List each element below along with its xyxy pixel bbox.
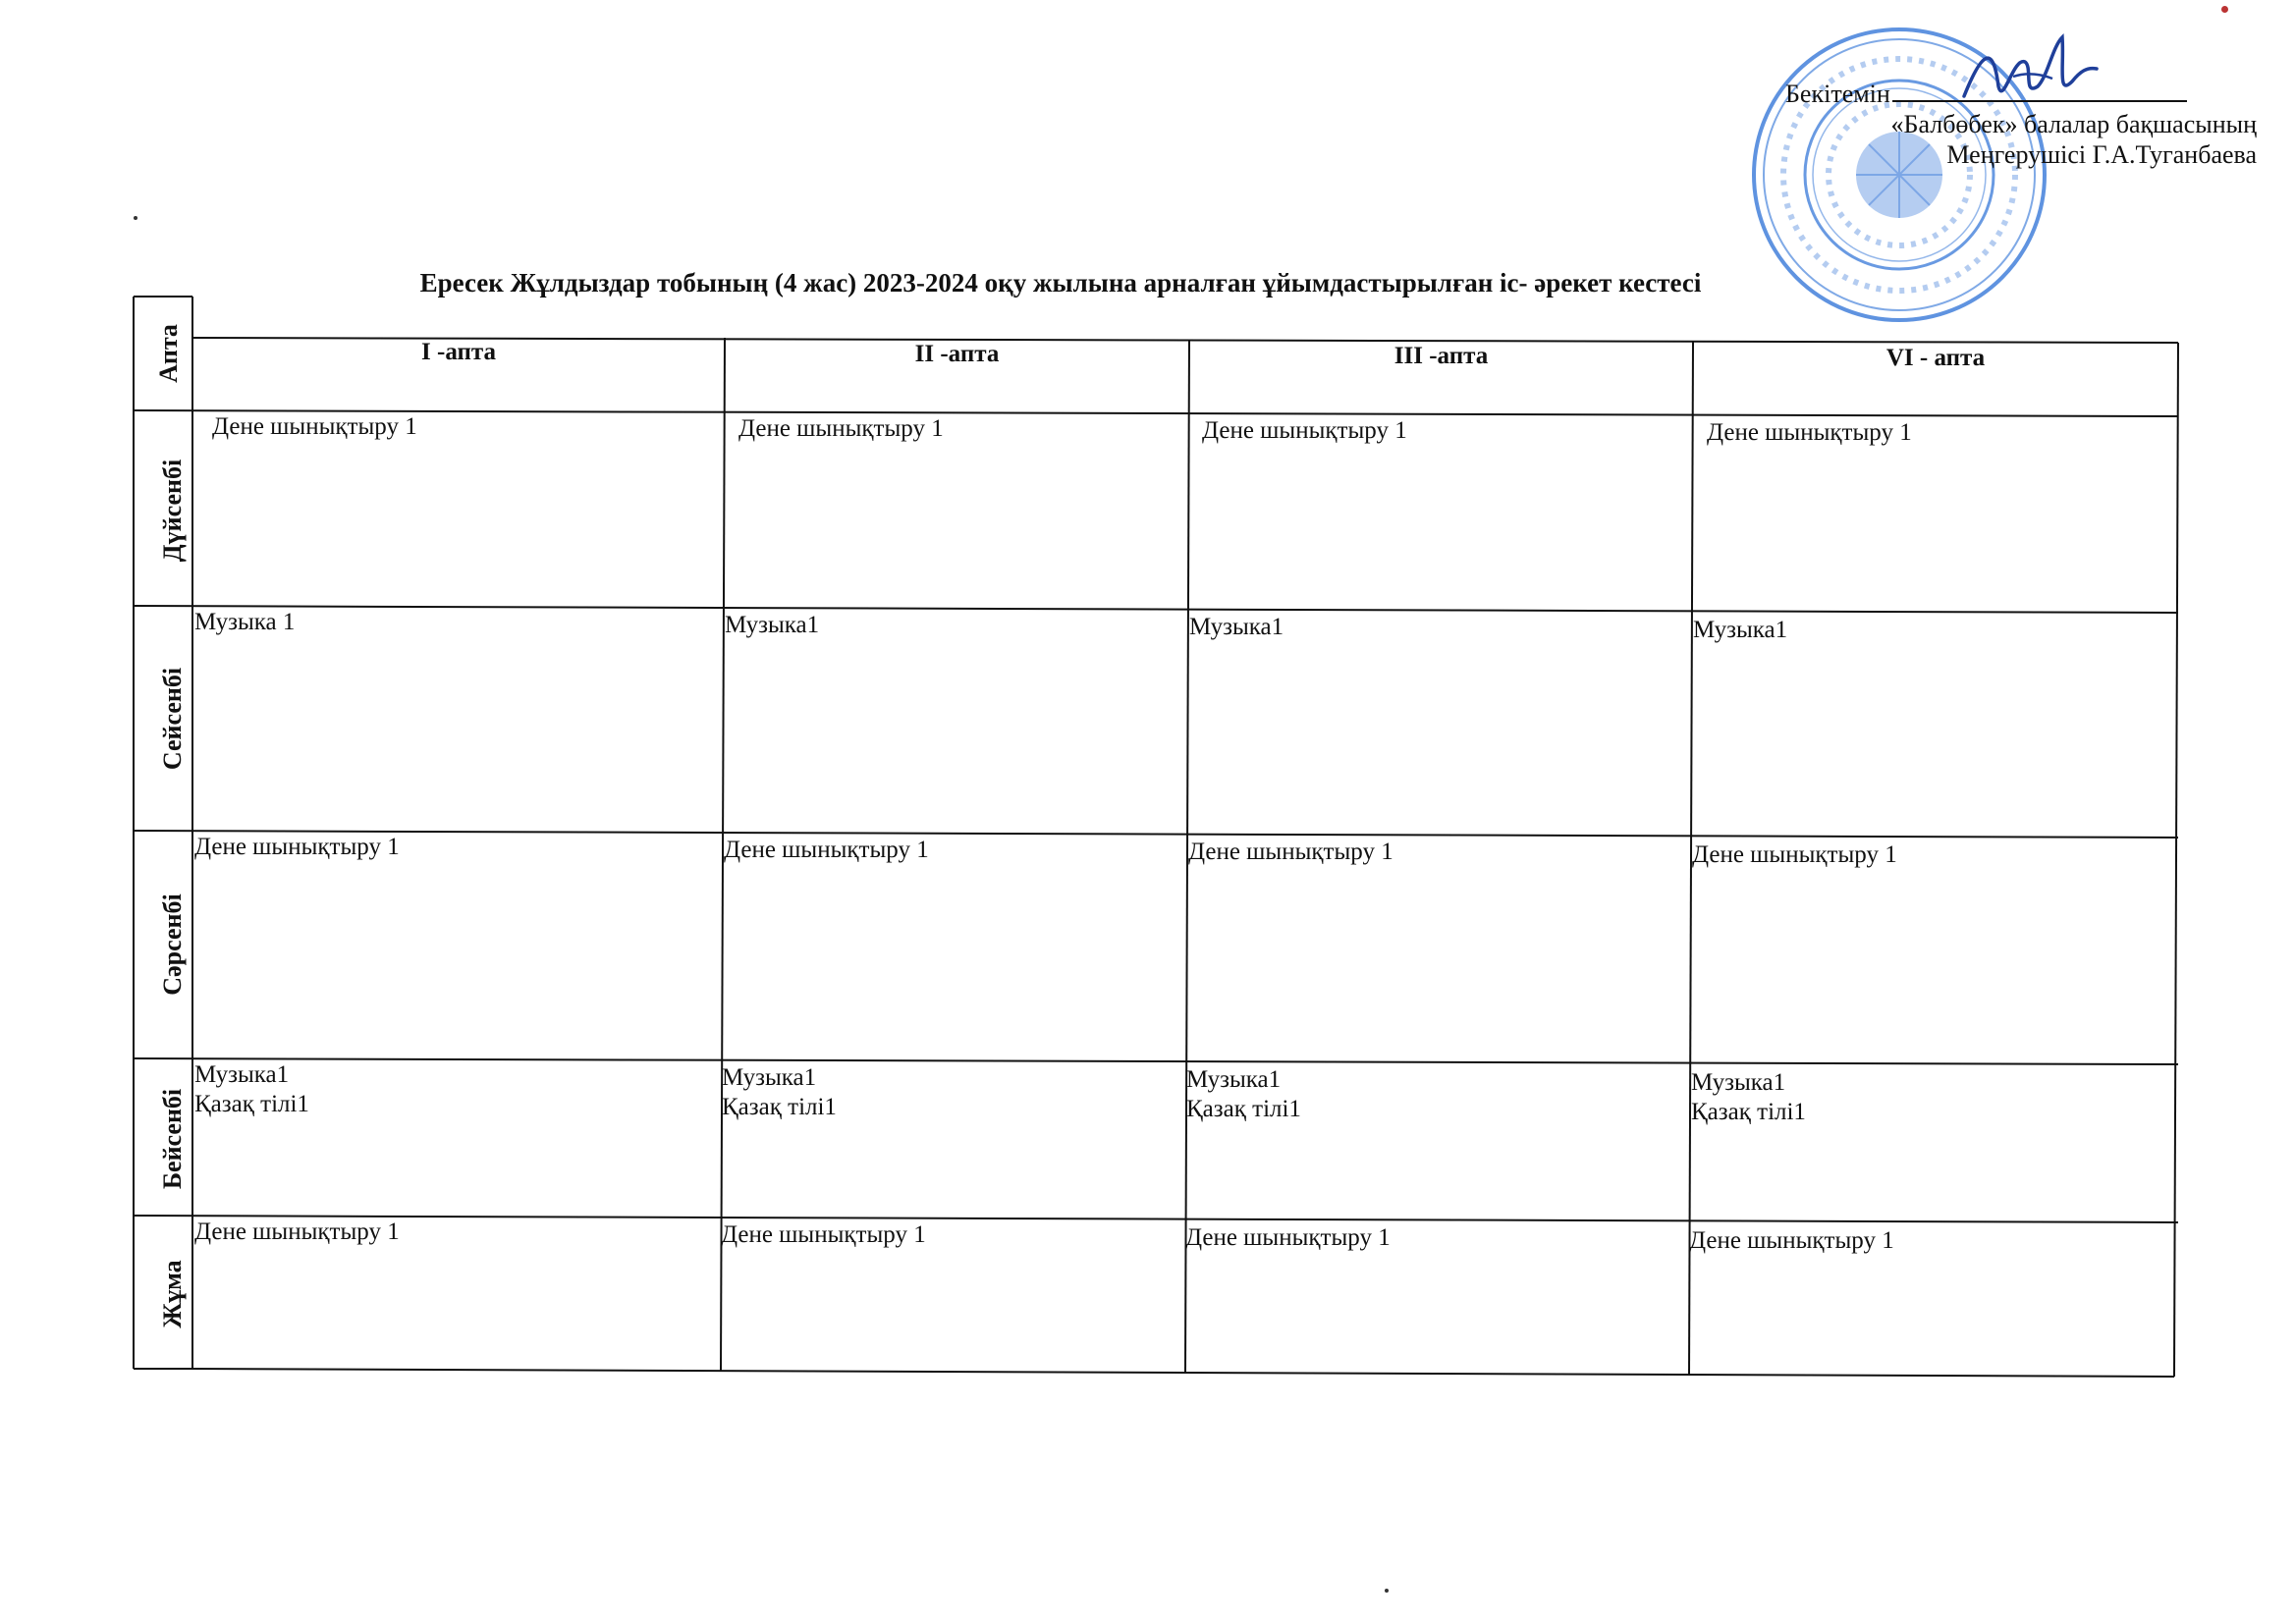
cell-tue-week2: Музыка1 xyxy=(725,612,820,638)
cell-wed-week2: Дене шынықтыру 1 xyxy=(724,837,929,863)
week-header-4: VІ - апта xyxy=(1885,345,1986,371)
document-title: Ересек Жұлдыздар тобының (4 жас) 2023-2024 оқу жылына арналған ұйымдастырылған іс- әрекет кестесі xyxy=(419,268,1702,298)
cell-thu-week4: Музыка1 Қазақ тілі1 xyxy=(1691,1069,1806,1125)
cell-tue-week1: Музыка 1 xyxy=(194,609,296,635)
cell-wed-week4: Дене шынықтыру 1 xyxy=(1692,841,1897,868)
cell-thu-week3: Музыка1 Қазақ тілі1 xyxy=(1186,1066,1301,1122)
week-header-2: ІІ -апта xyxy=(914,341,1000,367)
scan-speck xyxy=(134,216,137,220)
scan-speck xyxy=(1385,1589,1389,1593)
week-header-3: ІІІ -апта xyxy=(1393,343,1489,369)
cell-thu-week2: Музыка1 Қазақ тілі1 xyxy=(722,1064,837,1120)
week-header-1: І -апта xyxy=(421,339,496,365)
day-label-tuesday: Сейсенбі xyxy=(158,667,187,771)
cell-fri-week3: Дене шынықтыру 1 xyxy=(1185,1224,1391,1251)
day-label-friday: Жұма xyxy=(158,1260,187,1328)
cell-fri-week4: Дене шынықтыру 1 xyxy=(1689,1227,1894,1254)
day-label-thursday: Бейсенбі xyxy=(158,1088,187,1190)
cell-mon-week2: Дене шынықтыру 1 xyxy=(738,415,944,442)
cell-mon-week1: Дене шынықтыру 1 xyxy=(212,413,417,440)
cell-mon-week4: Дене шынықтыру 1 xyxy=(1707,419,1912,446)
day-label-wednesday: Сәрсенбі xyxy=(158,893,187,996)
cell-tue-week4: Музыка1 xyxy=(1693,617,1788,643)
approve-label: Бекітемін xyxy=(1785,80,1890,108)
cell-mon-week3: Дене шынықтыру 1 xyxy=(1202,417,1407,444)
cell-wed-week1: Дене шынықтыру 1 xyxy=(194,834,400,860)
week-corner-label: Апта xyxy=(154,324,183,383)
head-line: Меңгерушісі Г.А.Туганбаева xyxy=(1946,140,2257,169)
scan-speck xyxy=(2221,6,2228,13)
cell-wed-week3: Дене шынықтыру 1 xyxy=(1188,839,1393,865)
cell-tue-week3: Музыка1 xyxy=(1189,614,1284,640)
day-label-monday: Дүйсенбі xyxy=(158,459,187,563)
cell-thu-week1: Музыка1 Қазақ тілі1 xyxy=(194,1061,309,1117)
cell-fri-week2: Дене шынықтыру 1 xyxy=(721,1221,926,1248)
organization-line: «Балбөбек» балалар бақшасының xyxy=(1890,110,2257,138)
cell-fri-week1: Дене шынықтыру 1 xyxy=(194,1218,400,1245)
